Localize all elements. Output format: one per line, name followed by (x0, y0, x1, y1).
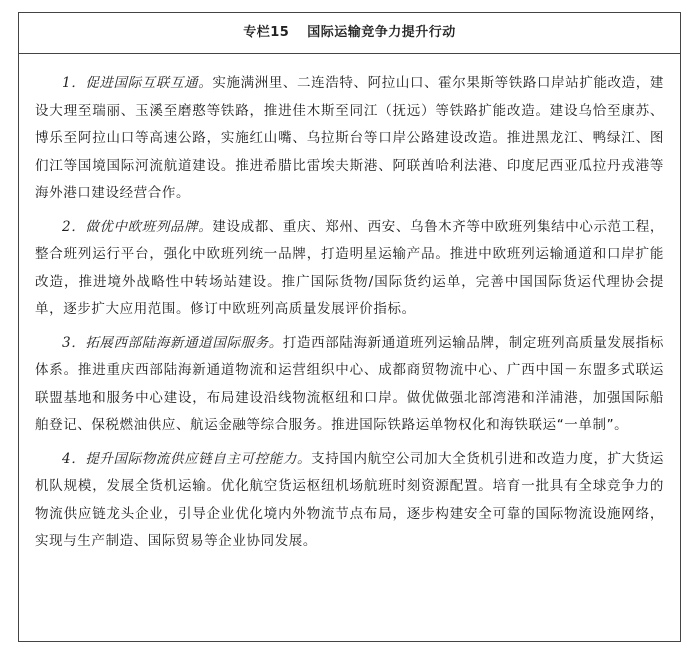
paragraph-item-3 (35, 330, 664, 440)
item-heading: 2．做优中欧班列品牌。 (62, 218, 213, 235)
paragraph-item-2 (35, 214, 664, 324)
column-title: 国际运输竞争力提升行动 (307, 25, 456, 40)
paragraph-item-4 (35, 446, 664, 556)
column-number: 专栏15 (243, 25, 290, 40)
item-heading: 1．促进国际互联互通。 (62, 75, 213, 91)
item-heading: 4．提升国际物流供应链自主可控能力。 (62, 450, 312, 467)
item-body: 打造西部陆海新通道班列运输品牌，制定班列高质量发展指标体系。推进重庆西部陆海新通道物流和运营组织中心、成都商贸物流中心、广西中国－东盟多式联运联盟基地和服务中心建设，布局建设沿线物流枢纽和口岸。做优做强北部湾港和洋浦港，加强国际船舶登记、保税燃油供应、航运金融等综合服务。推进国际铁路运单物权化和海铁联运“一单制”。 (35, 334, 664, 433)
item-body: 支持国内航空公司加大全货机引进和改造力度，扩大货运机队规模，发展全货机运输。优化航空货运枢纽机场航班时刻资源配置。培育一批具有全球竞争力的物流供应链龙头企业，引导企业优化境内外物流节点布局，逐步构建安全可靠的国际物流设施网络，实现与生产制造、国际贸易等企业协同发展。 (35, 450, 665, 549)
item-body: 实施满洲里、二连浩特、阿拉山口、霍尔果斯等铁路口岸站扩能改造，建设大理至瑞丽、玉溪至磨憨等铁路，推进佳木斯至同江（抚远）等铁路扩能改造。建设乌恰至康苏、博乐至阿拉山口等高速公路，实施红山嘴、乌拉斯台等口岸公路建设改造。推进黑龙江、鸭绿江、图们江等国境国际河流航道建设。推进希腊比雷埃夫斯港、阿联酋哈利法港、印度尼西亚瓜拉丹戎港等海外港口建设经营合作。 (35, 75, 664, 201)
column-body (19, 54, 680, 556)
column-header (19, 13, 680, 54)
paragraph-item-1 (35, 70, 664, 208)
column-box (18, 12, 681, 642)
item-body: 建设成都、重庆、郑州、西安、乌鲁木齐等中欧班列集结中心示范工程，整合班列运行平台，强化中欧班列统一品牌，打造明星运输产品。推进中欧班列运输通道和口岸扩能改造，推进境外战略性中转场站建设。推广国际货物/国际货约运单，完善中国国际货运代理协会提单，逐步扩大应用范围。修订中欧班列高质量发展评价指标。 (35, 218, 664, 317)
item-heading: 3．拓展西部陆海新通道国际服务。 (62, 334, 283, 351)
